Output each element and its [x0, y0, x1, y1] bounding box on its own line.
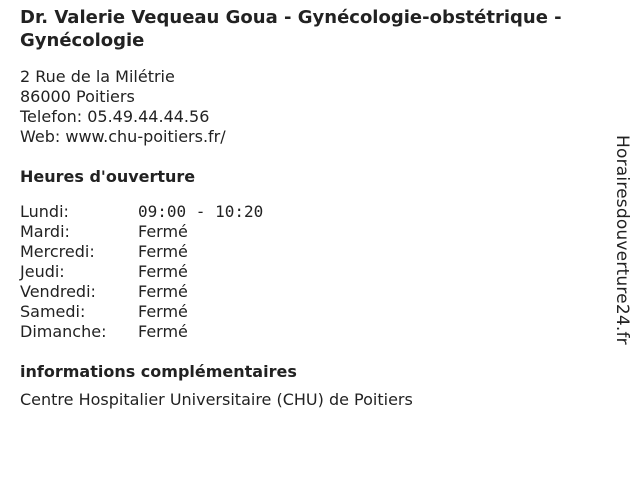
street-address: 2 Rue de la Milétrie [20, 67, 175, 86]
opening-hours-heading: Heures d'ouverture [20, 167, 196, 186]
hours-row [20, 302, 610, 322]
hours-row [20, 222, 610, 242]
hours-row [20, 202, 610, 222]
day-label: Vendredi: [20, 282, 96, 301]
hours-row [20, 282, 610, 302]
hours-value: Fermé [138, 222, 188, 241]
hours-value: Fermé [138, 262, 188, 281]
website-link[interactable]: Web: www.chu-poitiers.fr/ [20, 127, 226, 146]
day-label: Lundi: [20, 202, 69, 221]
day-label: Samedi: [20, 302, 86, 321]
hours-row [20, 262, 610, 282]
day-label: Dimanche: [20, 322, 107, 341]
hours-value: Fermé [138, 282, 188, 301]
day-label: Mercredi: [20, 242, 95, 261]
business-card [20, 6, 610, 410]
additional-info-heading: informations complémentaires [20, 362, 297, 381]
hours-row [20, 322, 610, 342]
hours-value: Fermé [138, 302, 188, 321]
hours-value: Fermé [138, 322, 188, 341]
hours-value: Fermé [138, 242, 188, 261]
day-label: Jeudi: [20, 262, 65, 281]
day-label: Mardi: [20, 222, 70, 241]
site-watermark: Horairesdouverture24.fr [612, 135, 632, 345]
opening-hours-table [20, 202, 610, 342]
city-address: 86000 Poitiers [20, 87, 135, 106]
page-title: Dr. Valerie Vequeau Goua - Gynécologie-obstétrique - Gynécologie [20, 7, 562, 51]
address-block [20, 67, 610, 147]
hours-row [20, 242, 610, 262]
additional-info-text: Centre Hospitalier Universitaire (CHU) de Poitiers [20, 390, 413, 409]
phone-number: Telefon: 05.49.44.44.56 [20, 107, 210, 126]
hours-value: 09:00 - 10:20 [138, 202, 264, 221]
